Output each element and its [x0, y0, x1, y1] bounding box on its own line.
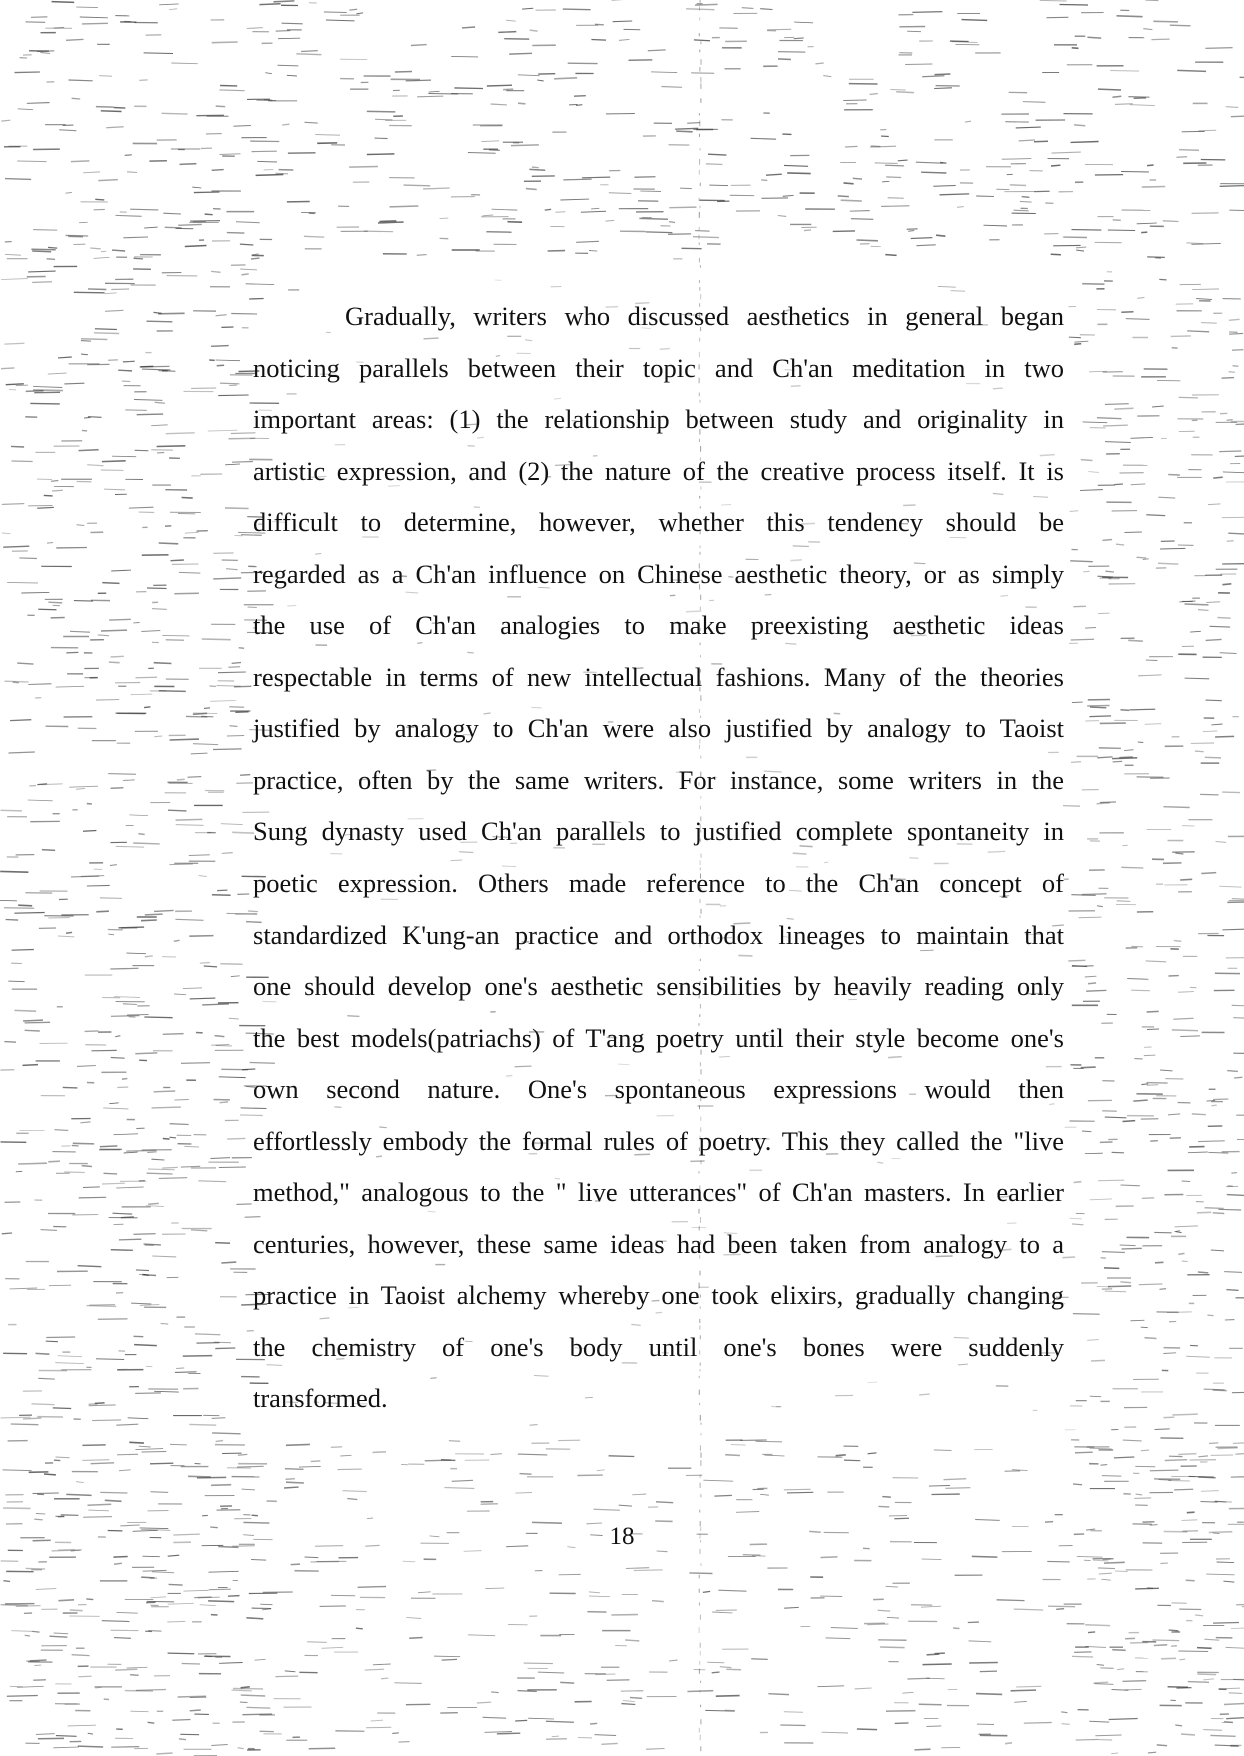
paragraph-line: justified by analogy to Ch'an were also justified by analogy to Taoist [253, 713, 1064, 744]
paragraph-line: poetic expression. Others made reference to the Ch'an concept of [253, 868, 1064, 899]
paragraph-line: the use of Ch'an analogies to make preexisting aesthetic ideas [253, 610, 1064, 641]
page-number: 18 [609, 1523, 635, 1550]
paragraph-line: one should develop one's aesthetic sensibilities by heavily reading only [253, 971, 1064, 1002]
paragraph-line: own second nature. One's spontaneous expressions would then [253, 1074, 1064, 1105]
paragraph-line: artistic expression, and (2) the nature of the creative process itself. It is [253, 455, 1064, 486]
paragraph-line: noticing parallels between their topic and Ch'an meditation in two [253, 352, 1064, 383]
paragraph-line: Gradually, writers who discussed aesthetics in general began [345, 301, 1064, 331]
paragraph-line: practice, often by the same writers. For instance, some writers in the [253, 764, 1064, 795]
body-paragraph [253, 291, 1064, 1425]
paragraph-line: the best models(patriachs) of T'ang poetry until their style become one's [253, 1022, 1064, 1053]
paragraph-line: centuries, however, these same ideas had been taken from analogy to a [253, 1228, 1064, 1259]
paragraph-line: difficult to determine, however, whether this tendency should be [253, 507, 1064, 538]
paragraph-line: important areas: (1) the relationship between study and originality in [253, 404, 1064, 435]
paragraph-line: Sung dynasty used Ch'an parallels to justified complete spontaneity in [253, 816, 1064, 847]
paragraph-line: respectable in terms of new intellectual fashions. Many of the theories [253, 661, 1064, 692]
paragraph-line: transformed. [253, 1383, 388, 1414]
paragraph-line: effortlessly embody the formal rules of poetry. This they called the "live [253, 1125, 1064, 1156]
paragraph-line: regarded as a Ch'an influence on Chinese aesthetic theory, or as simply [253, 558, 1064, 589]
paragraph-line: standardized K'ung-an practice and orthodox lineages to maintain that [253, 919, 1064, 950]
paragraph-line: method," analogous to the " live utterances" of Ch'an masters. In earlier [253, 1177, 1064, 1208]
paragraph-line: practice in Taoist alchemy whereby one took elixirs, gradually changing [253, 1280, 1064, 1311]
paragraph-line: the chemistry of one's body until one's bones were suddenly [253, 1331, 1064, 1362]
